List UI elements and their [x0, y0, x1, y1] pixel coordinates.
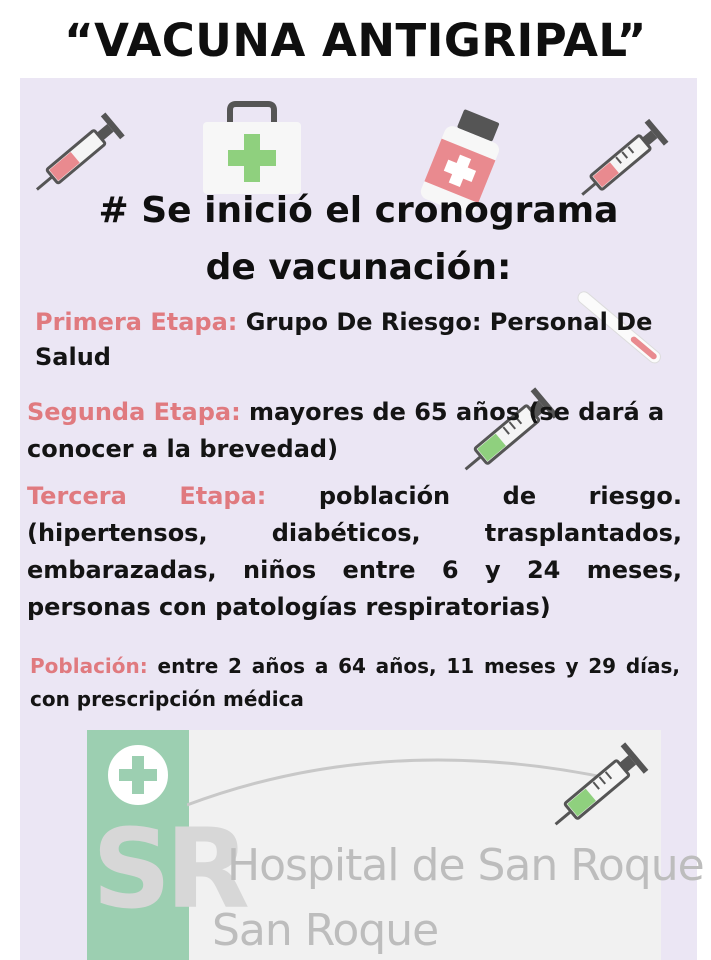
stage-primera — [35, 305, 685, 375]
syringe-icon — [540, 735, 660, 840]
stage-label: Primera Etapa: — [35, 308, 238, 336]
stage-label: Segunda Etapa: — [27, 398, 241, 426]
logo-cross-icon — [105, 742, 171, 808]
poblacion — [30, 650, 680, 716]
logo-subtitle: San Roque — [212, 905, 439, 956]
stage-text: entre 2 años a 64 años, 11 meses y 29 días, con prescripción médica — [30, 654, 680, 711]
stage-tercera — [27, 478, 682, 626]
logo-hospital-name: Hospital de San Roque — [227, 840, 704, 891]
stage-segunda — [27, 394, 682, 468]
syringe-icon — [30, 105, 135, 200]
heading-line-1: # Se inició el cronograma — [98, 190, 619, 231]
stage-label: Población: — [30, 654, 148, 678]
heading-line-2: de vacunación: — [205, 247, 512, 288]
stage-text: Grupo De Riesgo: Personal De Salud — [35, 308, 653, 371]
stage-label: Tercera Etapa: — [27, 482, 267, 510]
logo-initials: SR — [92, 805, 244, 933]
first-aid-kit-icon — [200, 100, 305, 195]
poster-title: “VACUNA ANTIGRIPAL” — [64, 14, 647, 67]
stage-text: mayores de 65 años (se dará a conocer a la brevedad) — [27, 398, 665, 463]
stage-text: población de riesgo. (hipertensos, diabéticos, trasplantados, embarazadas, niños entre 6 y 24 meses, personas con patologías respiratorias) — [27, 482, 682, 621]
